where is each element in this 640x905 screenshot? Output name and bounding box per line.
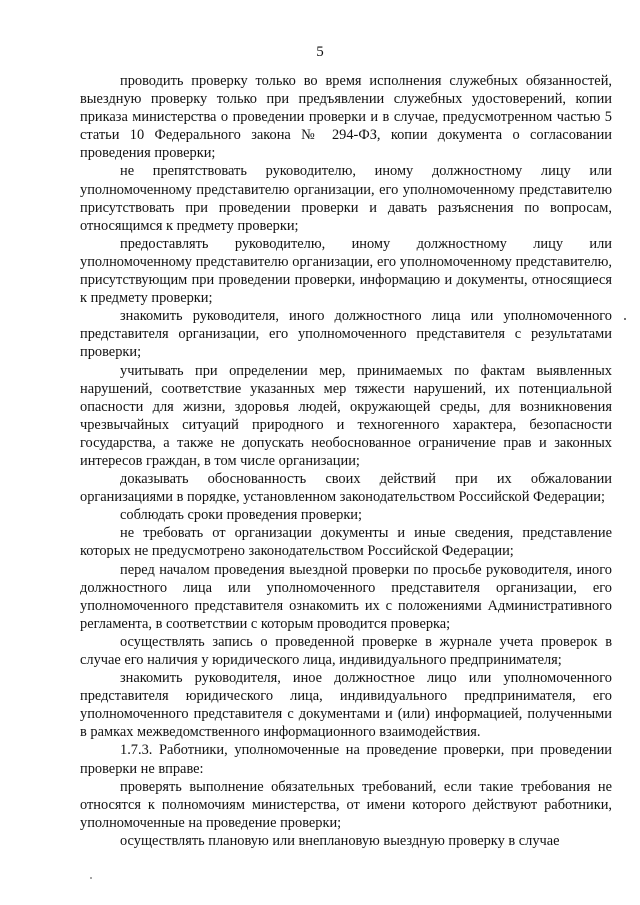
paragraph: соблюдать сроки проведения проверки;: [120, 507, 363, 524]
paragraph: перед началом проведения выездной проверки по просьбе руководителя, иного должностного лица или уполномоченного представителя организации, его уполномоченного представителя ознакомить их с положениями Административного регламента, в соответствии с которым проводится проверка;: [80, 561, 612, 632]
scan-speck: [624, 318, 626, 320]
document-body: [80, 72, 612, 850]
paragraph: проводить проверку только во время исполнения служебных обязанностей, выездную проверку только при предъявлении служебных удостоверений, копии приказа министерства о проведении проверки и в случае, предусмотренном частью 5 статьи 10 Федерального закона № 294-ФЗ, копии документа о согласовании проведения проверки;: [80, 73, 612, 162]
paragraph: знакомить руководителя, иного должностного лица или уполномоченного представителя организации, его уполномоченного представителя с результатами проверки;: [80, 308, 612, 361]
paragraph: учитывать при определении мер, принимаемых по фактам выявленных нарушений, соответствие указанных мер тяжести нарушений, их потенциальной опасности для жизни, здоровья людей, окружающей среды, для возникновения чрезвычайных ситуаций природного и техногенного характера, безопасности государства, а также не допускать необоснованное ограничение прав и законных интересов граждан, в том числе организации;: [80, 362, 612, 469]
scan-speck: [90, 877, 92, 879]
paragraph: доказывать обоснованность своих действий при их обжаловании организациями в порядке, установленном законодательством Российской Федерации;: [80, 471, 612, 506]
paragraph: не препятствовать руководителю, иному должностному лицу или уполномоченному представителю организации, его уполномоченному представителю присутствовать при проведении проверки и давать разъяснения по вопросам, относящимся к предмету проверки;: [80, 163, 612, 234]
paragraph: знакомить руководителя, иное должностное лицо или уполномоченного представителя юридического лица, индивидуального предпринимателя, его уполномоченного представителя с документами и (или) информацией, полученными в рамках межведомственного информационного взаимодействия.: [80, 670, 612, 741]
paragraph: проверять выполнение обязательных требований, если такие требования не относятся к полномочиям министерства, от имени которого действуют работники, уполномоченные на проведение проверки;: [80, 778, 612, 831]
paragraph: не требовать от организации документы и иные сведения, представление которых не предусмотрено законодательством Российской Федерации;: [80, 525, 612, 560]
paragraph: осуществлять запись о проведенной проверке в журнале учета проверок в случае его наличия у юридического лица, индивидуального предпринимателя;: [80, 633, 612, 668]
paragraph: предоставлять руководителю, иному должностному лицу или уполномоченному представителю организации, его уполномоченному представителю, присутствующим при проведении проверки, информацию и документы, относящиеся к предмету проверки;: [80, 235, 612, 307]
section-paragraph: 1.7.3. Работники, уполномоченные на проведение проверки, при проведении проверки не вправе:: [80, 742, 612, 777]
paragraph: осуществлять плановую или внеплановую выездную проверку в случае: [120, 832, 560, 849]
page-number: 5: [316, 44, 324, 60]
